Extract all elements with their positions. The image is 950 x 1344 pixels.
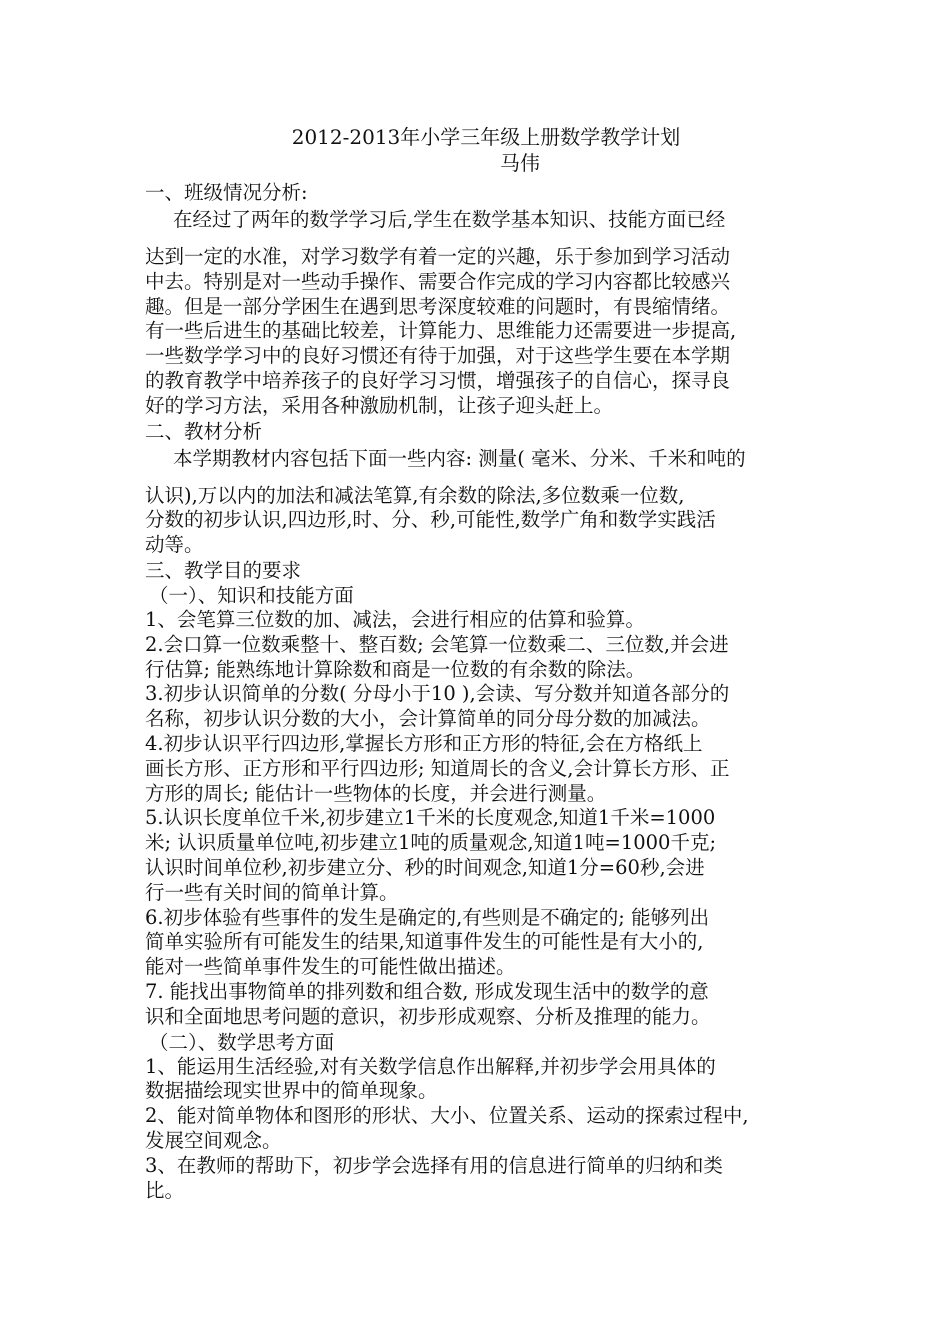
text-line: 2、能对简单物体和图形的形状、大小、位置关系、运动的探索过程中, [145,1104,749,1128]
text-line: 2.会口算一位数乘整十、整百数; 会笔算一位数乘二、三位数,并会进 [145,632,729,656]
text-line: 好的学习方法，采用各种激励机制，让孩子迎头赶上。 [145,393,614,417]
subsection-heading-math-thinking: （二）、数学思考方面 [149,1030,335,1054]
text-line: 分数的初步认识,四边形,时、分、秒,可能性,数学广角和数学实践活 [145,508,716,532]
text-line: 简单实验所有可能发生的结果,知道事件发生的可能性是有大小的, [145,930,704,954]
text-line: 的教育教学中培养孩子的良好学习习惯，增强孩子的自信心，探寻良 [145,368,731,392]
text-line: 1、能运用生活经验,对有关数学信息作出解释,并初步学会用具体的 [145,1054,716,1078]
document-author: 马伟 [500,151,540,175]
text-line: 方形的周长; 能估计一些物体的长度，并会进行测量。 [145,781,607,805]
text-line: 名称，初步认识分数的大小，会计算简单的同分母分数的加减法。 [145,707,711,731]
document-title: 2012-2013年小学三年级上册数学教学计划 [291,125,681,149]
paragraph-lead: 本学期教材内容包括下面一些内容: 测量( 毫米、分米、千米和吨的 [173,446,746,470]
section-body-textbook-analysis [145,484,815,558]
text-line: 比。 [145,1178,185,1202]
text-line: 发展空间观念。 [145,1128,282,1152]
document-page [145,124,815,1203]
text-line: 能对一些简单事件发生的可能性做出描述。 [145,955,516,979]
text-line: 4.初步认识平行四边形,掌握长方形和正方形的特征,会在方格纸上 [145,731,703,755]
text-line: 认识时间单位秒,初步建立分、秒的时间观念,知道1分=60秒,会进 [145,855,705,879]
text-line: 7. 能找出事物简单的排列数和组合数, 形成发现生活中的数学的意 [145,979,709,1003]
text-line: 认识),万以内的加法和减法笔算,有余数的除法,多位数乘一位数, [145,483,685,507]
text-line: 数据描绘现实世界中的简单现象。 [145,1079,438,1103]
text-line: 画长方形、正方形和平行四边形; 知道周长的含义,会计算长方形、正 [145,756,730,780]
text-line: 有一些后进生的基础比较差，计算能力、思维能力还需要进一步提高, [145,319,737,343]
text-line: 中去。特别是对一些动手操作、需要合作完成的学习内容都比较感兴 [145,269,731,293]
section-heading-class-analysis: 一、班级情况分析: [145,181,308,204]
text-line: 3、在教师的帮助下，初步学会选择有用的信息进行简单的归纳和类 [145,1153,723,1177]
text-line: 1、会笔算三位数的加、减法，会进行相应的估算和验算。 [145,607,645,631]
text-line: 6.初步体验有些事件的发生是确定的,有些则是不确定的; 能够列出 [145,905,710,929]
text-line: 趣。但是一部分学困生在遇到思考深度较难的问题时，有畏缩情绪。 [145,294,731,318]
subsection-body-math-thinking [145,1055,815,1204]
text-line: 动等。 [145,533,204,557]
text-line: 5.认识长度单位千米,初步建立1千米的长度观念,知道1千米=1000 [145,806,716,830]
text-line: 达到一定的水准，对学习数学有着一定的兴趣，乐于参加到学习活动 [145,245,731,268]
text-line: 一些数学学习中的良好习惯还有待于加强，对于这些学生要在本学期 [145,344,731,368]
text-line: 米; 认识质量单位吨,初步建立1吨的质量观念,知道1吨=1000千克; [145,831,717,855]
subsection-body-knowledge-skills [145,608,815,1030]
section-heading-teaching-goals: 三、教学目的要求 [145,558,302,582]
text-line: 3.初步认识简单的分数( 分母小于10 ),会读、写分数并知道各部分的 [145,682,730,706]
paragraph-lead: 在经过了两年的数学学习后,学生在数学基本知识、技能方面已经 [173,208,726,231]
text-line: 行一些有关时间的简单计算。 [145,880,399,904]
text-line: 行估算; 能熟练地计算除数和商是一位数的有余数的除法。 [145,657,646,681]
subsection-heading-knowledge-skills: （一）、知识和技能方面 [149,583,354,607]
section-heading-textbook-analysis: 二、教材分析 [145,419,263,443]
text-line: 识和全面地思考问题的意识，初步形成观察、分析及推理的能力。 [145,1004,711,1028]
section-body-class-analysis [145,245,815,419]
